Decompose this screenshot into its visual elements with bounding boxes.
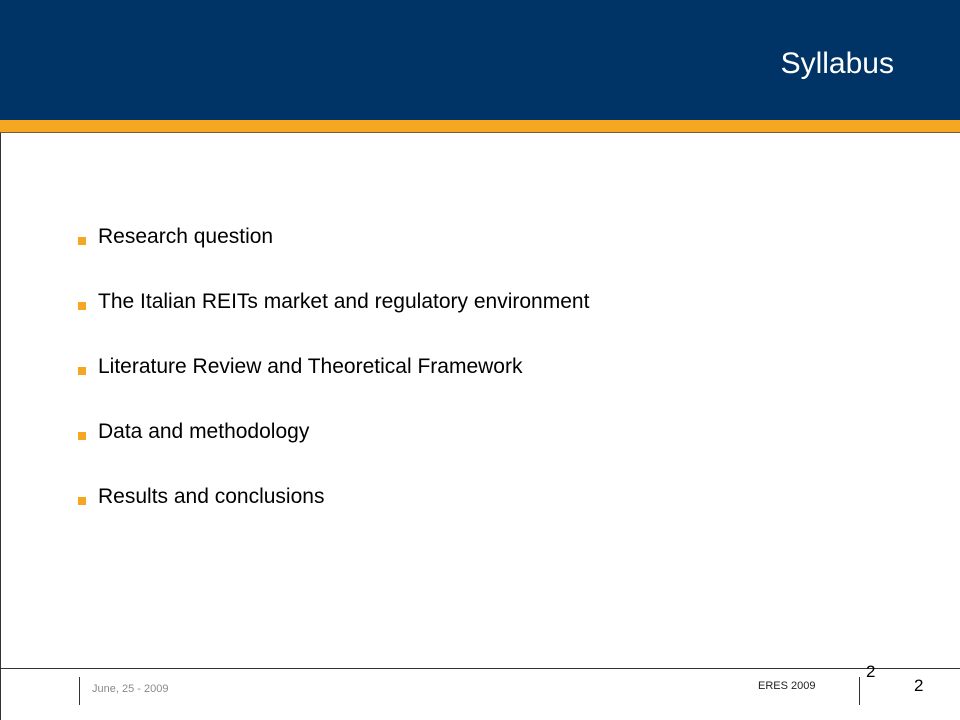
syllabus-list [78,224,589,549]
square-bullet-icon [78,497,86,505]
square-bullet-icon [78,302,86,310]
square-bullet-icon [78,237,86,245]
footer-event-label: ERES 2009 [758,680,816,692]
list-item [78,354,589,419]
footer-rule [0,668,960,669]
page-number-upper: 2 [866,662,876,681]
slide-title: Syllabus [780,47,894,80]
footer-date: June, 25 - 2009 [92,683,169,695]
list-item [78,224,589,289]
list-item-label: Results and conclusions [98,485,325,508]
left-frame-line [0,133,1,720]
square-bullet-icon [78,367,86,375]
list-item [78,419,589,484]
footer-divider-right [859,677,860,705]
square-bullet-icon [78,432,86,440]
footer-divider-left [79,677,80,705]
list-item-label: Literature Review and Theoretical Framework [98,355,523,378]
header-band [0,0,960,120]
list-item-label: Data and methodology [98,420,310,443]
list-item-label: Research question [98,225,274,248]
list-item [78,484,589,549]
page-number-lower: 2 [914,676,924,695]
list-item [78,289,589,354]
list-item-label: The Italian REITs market and regulatory environment [98,290,590,313]
header-accent-rule [0,120,960,133]
